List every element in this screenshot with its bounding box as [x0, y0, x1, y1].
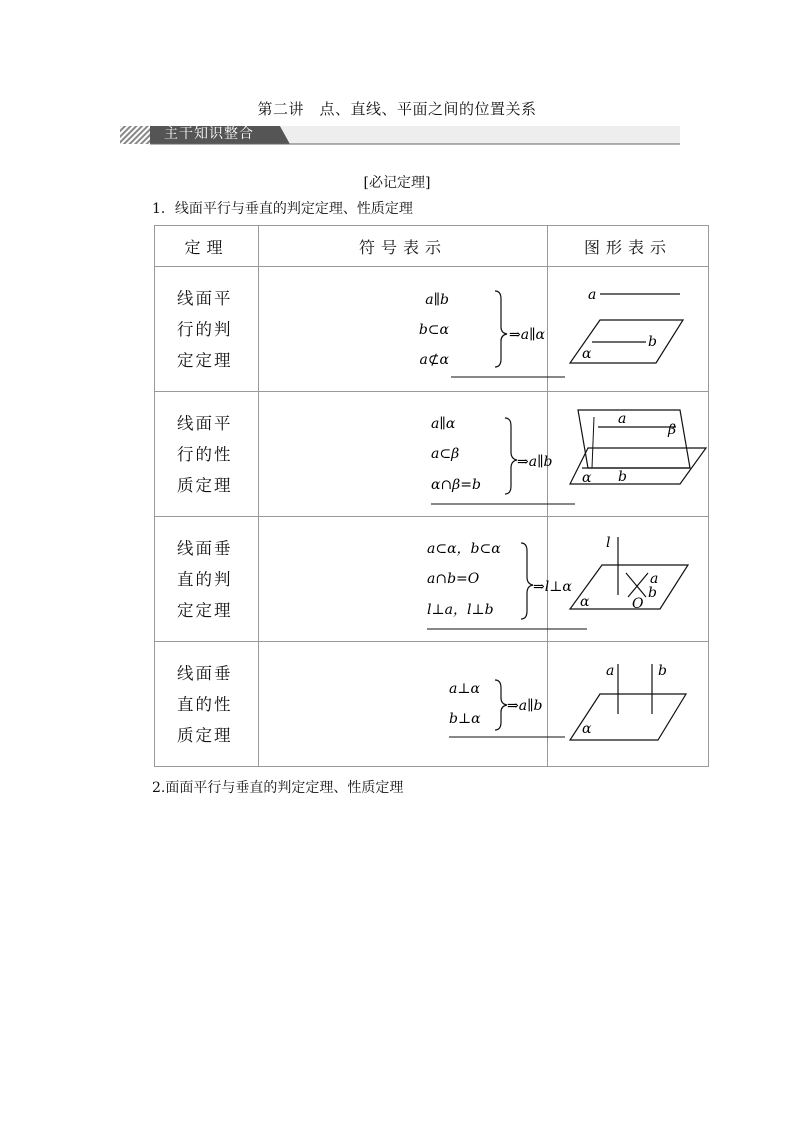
figure-label: α — [580, 594, 590, 610]
theorem-name-cell — [155, 642, 259, 767]
figure-planes-intersect — [548, 392, 708, 516]
subsection-heading-1: 1．线面平行与垂直的判定定理、性质定理 — [152, 201, 413, 217]
figure-line-perpendicular-plane — [548, 517, 708, 641]
symbol-expression — [259, 392, 553, 516]
figure-label: l — [606, 535, 611, 551]
symbol-cell — [259, 517, 572, 642]
brace-icon — [505, 418, 517, 494]
symbol-line: a⊂β — [431, 446, 460, 462]
theorem-name-line: 线面平 — [177, 288, 233, 308]
theorem-name-line: 直的判 — [177, 569, 233, 589]
figure-label: α — [582, 470, 592, 486]
symbol-expression — [259, 642, 547, 766]
symbol-cell — [259, 267, 548, 392]
figure-label: a — [588, 287, 597, 303]
theorem-name-line: 质定理 — [177, 475, 233, 495]
header-theorem: 定理 — [155, 226, 259, 267]
symbol-line: a∥α — [431, 416, 456, 432]
figure-label: b — [648, 585, 657, 601]
figure-cell — [548, 267, 709, 392]
symbol-cell — [259, 392, 553, 517]
symbol-cell — [259, 642, 548, 767]
header-figure: 图形表示 — [548, 226, 709, 267]
symbol-line: α∩β=b — [431, 477, 481, 493]
theorem-table — [154, 225, 709, 767]
theorem-name-line: 线面垂 — [177, 663, 233, 683]
figure-label: b — [648, 334, 657, 350]
symbol-line: a∩b=O — [427, 571, 480, 587]
symbol-line: b⊂α — [418, 322, 449, 338]
theorem-name-line: 直的性 — [177, 694, 233, 714]
figure-cell — [548, 392, 709, 517]
banner-label: 主干知识整合 — [164, 126, 254, 142]
line-a — [626, 573, 646, 597]
theorem-name-cell — [155, 517, 259, 642]
plane-beta-fold — [592, 417, 594, 468]
theorem-name-cell — [155, 267, 259, 392]
figure-cell — [548, 642, 709, 767]
figure-label: a — [618, 411, 627, 427]
figure-label: a — [606, 663, 615, 679]
conclusion-text: ⇒a∥α — [509, 327, 545, 343]
symbol-expression — [259, 267, 547, 391]
figure-label: a — [650, 571, 659, 587]
theorem-name-line: 定定理 — [177, 350, 233, 370]
brace-icon — [521, 543, 533, 619]
header-symbol: 符号表示 — [259, 226, 548, 267]
figure-label: β — [668, 422, 677, 438]
symbol-line: a∥b — [425, 292, 449, 308]
theorem-name-line: 行的性 — [177, 444, 233, 464]
conclusion-text: ⇒l⊥α — [533, 579, 572, 595]
symbol-expression — [259, 517, 572, 641]
page-title: 第二讲 点、直线、平面之间的位置关系 — [257, 100, 537, 118]
table-row — [155, 517, 709, 642]
symbol-line: l⊥a，l⊥b — [427, 602, 494, 618]
symbol-line: a⊥α — [449, 681, 480, 697]
table-row — [155, 267, 709, 392]
theorem-name-line: 定定理 — [177, 600, 233, 620]
subsection-heading-2: 2.面面平行与垂直的判定定理、性质定理 — [152, 780, 404, 796]
brace-icon — [495, 680, 507, 730]
table-header-row — [155, 226, 709, 267]
section-label: [必记定理] — [363, 175, 431, 191]
table-row — [155, 642, 709, 767]
symbol-line: b⊥α — [449, 711, 481, 727]
symbol-line: a⊄α — [419, 352, 449, 368]
theorem-name-line: 线面平 — [177, 413, 233, 433]
figure-label: O — [632, 596, 644, 612]
figure-two-lines-perpendicular — [548, 642, 708, 766]
theorem-name-line: 行的判 — [177, 319, 233, 339]
table-row — [155, 392, 709, 517]
theorem-name-cell — [155, 392, 259, 517]
conclusion-text: ⇒a∥b — [507, 698, 543, 714]
figure-label: b — [658, 663, 667, 679]
figure-label: α — [582, 346, 592, 362]
plane-beta — [578, 410, 690, 468]
figure-line-parallel-plane — [548, 267, 708, 391]
theorem-name-line: 质定理 — [177, 725, 233, 745]
figure-label: α — [582, 721, 592, 737]
theorem-name-line: 线面垂 — [177, 538, 233, 558]
line-b — [628, 573, 648, 597]
brace-icon — [495, 291, 507, 367]
figure-label: b — [618, 469, 627, 485]
conclusion-text: ⇒a∥b — [517, 454, 553, 470]
symbol-line: a⊂α，b⊂α — [427, 541, 501, 557]
